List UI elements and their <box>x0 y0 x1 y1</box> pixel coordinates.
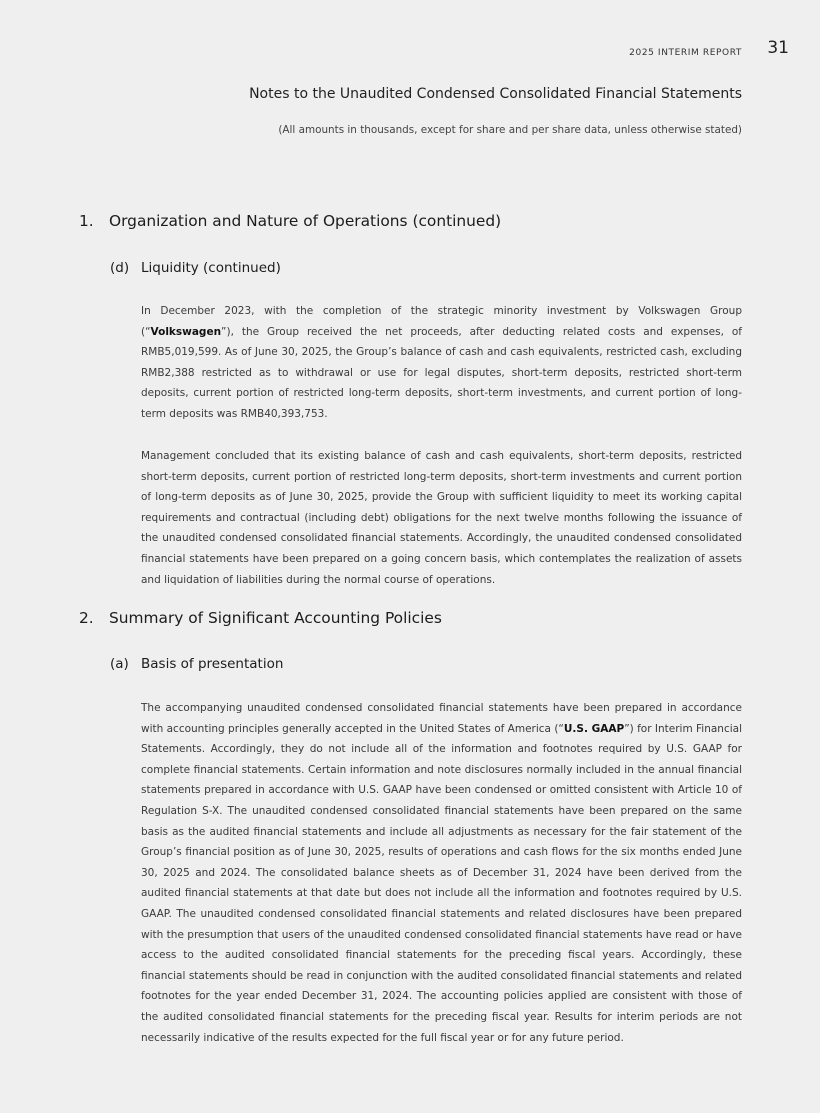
para-text: In December 2023, with the completion of the strategic minority investment by Volkswagen Group (“ <box>141 305 742 338</box>
subsection-heading-basis <box>110 656 283 672</box>
section-title: Organization and Nature of Operations (continued) <box>109 212 502 230</box>
para-text: ”), the Group received the net proceeds, after deducting related costs and expenses, of RMB5,019,599. As of June 30, 2025, the Group’s balance of cash and cash equivalents, restricted cash, excluding RMB2,388 restricted as to withdrawal or use for legal disputes, short-term deposits, restricted short-term deposits, current portion of restricted long-term deposits, short-term investments, and current portion of long-term deposits was RMB40,393,753. <box>141 325 742 420</box>
section-heading-1 <box>79 212 501 230</box>
section-title: Summary of Significant Accounting Policies <box>109 609 442 627</box>
defined-term: Volkswagen <box>150 325 222 338</box>
para-text: ”) for Interim Financial Statements. Accordingly, they do not include all of the information and footnotes required by U.S. GAAP for complete financial statements. Certain information and note disclosures normally included in the annual financial statements prepared in accordance with U.S. GAAP have been condensed or omitted consistent with Article 10 of Regulation S-X. The unaudited condensed consolidated financial statements have been prepared on the same basis as the audited financial statements and include all adjustments as necessary for the fair statement of the Group’s financial position as of June 30, 2025, results of operations and cash flows for the six months ended June 30, 2025 and 2024. The consolidated balance sheets as of December 31, 2024 have been derived from the audited financial statements at that date but does not include all the information and footnotes required by U.S. GAAP. The unaudited condensed consolidated financial statements and related disclosures have been prepared with the presumption that users of the unaudited condensed consolidated financial statements have read or have access to the audited consolidated financial statements for the preceding fiscal years. Accordingly, these financial statements should be read in conjunction with the audited consolidated financial statements and related footnotes for the year ended December 31, 2024. The accounting policies applied are consistent with those of the audited consolidated financial statements for the preceding fiscal year. Results for interim periods are not necessarily indicative of the results expected for the full fiscal year or for any future period. <box>141 722 742 1044</box>
liquidity-paragraph-1 <box>141 301 742 425</box>
report-label: 2025 INTERIM REPORT <box>629 48 742 58</box>
subsection-heading-liquidity <box>110 260 281 276</box>
subsection-letter: (a) <box>110 656 129 672</box>
subsection-letter: (d) <box>110 260 130 276</box>
page-number: 31 <box>767 38 789 58</box>
section-number: 2. <box>79 609 94 627</box>
subsection-title: Liquidity (continued) <box>141 260 281 276</box>
liquidity-paragraph-2: Management concluded that its existing balance of cash and cash equivalents, short-term deposits, restricted short-term deposits, current portion of restricted long-term deposits, short-term investments and current portion of long-term deposits as of June 30, 2025, provide the Group with sufficient liquidity to meet its working capital requirements and contractual (including debt) obligations for the next twelve months following the issuance of the unaudited condensed consolidated financial statements. Accordingly, the unaudited condensed consolidated financial statements have been prepared on a going concern basis, which contemplates the realization of assets and liquidation of liabilities during the normal course of operations. <box>141 450 742 586</box>
para-text: The accompanying unaudited condensed consolidated financial statements have been prepared in accordance with accounting principles generally accepted in the United States of America (“ <box>141 702 742 735</box>
section-heading-2 <box>79 609 442 627</box>
section-number: 1. <box>79 212 94 230</box>
amounts-note: (All amounts in thousands, except for share and per share data, unless otherwise stated) <box>278 124 742 136</box>
subsection-title: Basis of presentation <box>141 656 284 672</box>
basis-paragraph <box>141 698 742 1048</box>
notes-title: Notes to the Unaudited Condensed Consolidated Financial Statements <box>249 86 742 102</box>
defined-term: U.S. GAAP <box>563 722 625 735</box>
